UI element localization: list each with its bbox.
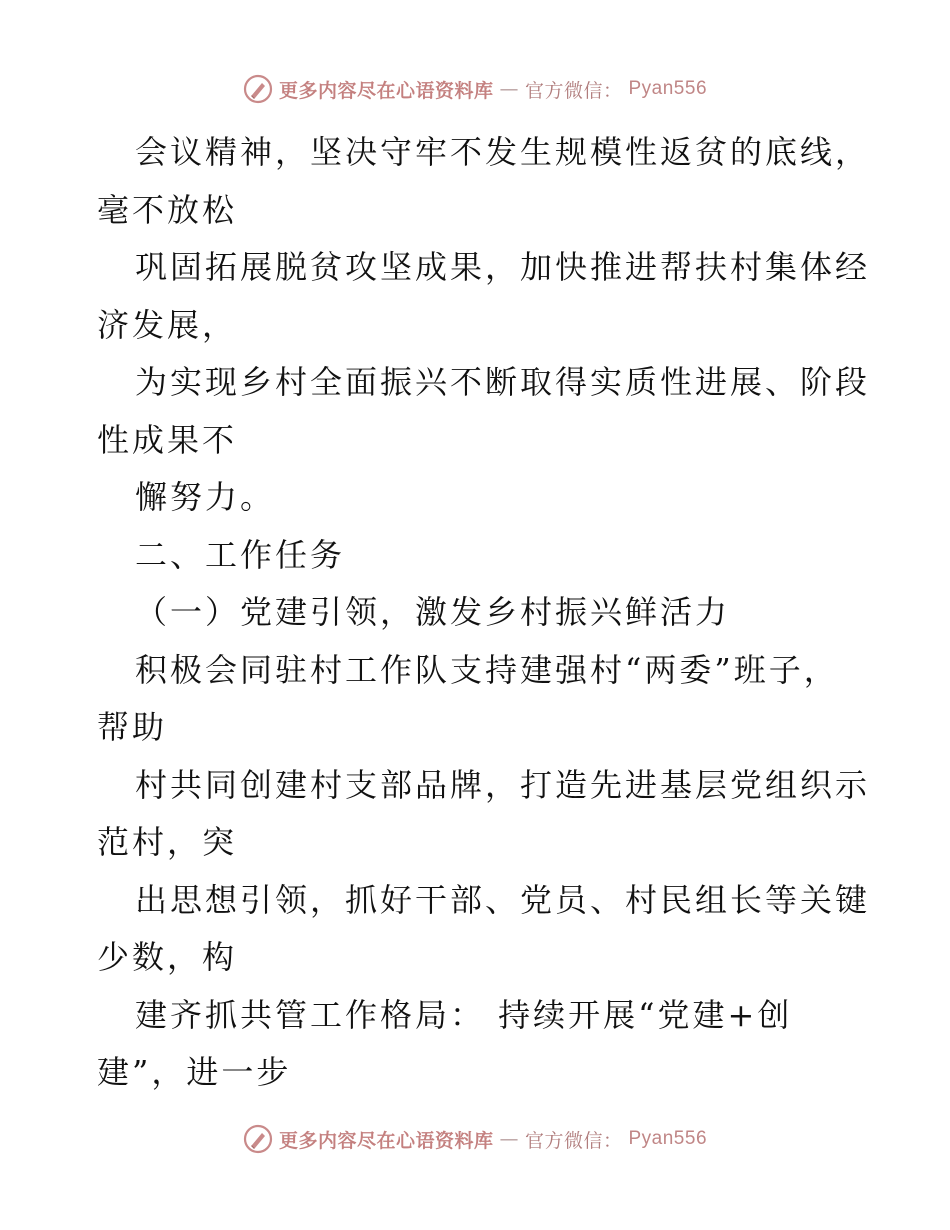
watermark-wechat-id: Pyan556 [628,78,708,99]
watermark-footer [0,1124,950,1154]
text-line: 村共同创建村支部品牌，打造先进基层党组织示 [135,765,871,804]
section-heading: 二、工作任务 [135,535,346,574]
text-line: 为实现乡村全面振兴不断取得实质性进展、阶段 [135,363,871,401]
text-line: 济发展， [97,305,238,344]
watermark-wechat-id: Pyan556 [628,1128,708,1149]
text-line: 少数，构 [97,938,238,976]
text-line: 懈努力。 [135,478,276,516]
text-line: 性成果不 [97,420,238,459]
text-line: 建齐抓共管工作格局： 持续开展“党建+创 [135,995,793,1034]
text-line: 巩固拓展脱贫攻坚成果，加快推进帮扶村集体经 [135,248,871,286]
document-body [97,124,871,1102]
pen-logo-icon [243,74,273,104]
watermark-header [0,74,950,104]
subsection-heading: （一）党建引领，激发乡村振兴鲜活力 [135,593,731,631]
watermark-main-text: 更多内容尽在心语资料库 [278,79,494,102]
watermark-dash: — [499,1128,519,1150]
text-line: 会议精神，坚决守牢不发生规模性返贫的底线， [135,133,871,171]
text-line: 毫不放松 [97,190,238,229]
pen-logo-icon [243,1124,273,1154]
text-line: 出思想引领，抓好干部、党员、村民组长等关键 [135,880,871,919]
watermark-main-text: 更多内容尽在心语资料库 [278,1129,494,1152]
watermark-sub-text: 官方微信： [524,1129,623,1152]
watermark-dash: — [499,78,519,100]
watermark-sub-text: 官方微信： [524,79,623,102]
text-line: 积极会同驻村工作队支持建强村“两委”班子， [135,650,839,689]
text-line: 范村，突 [97,823,238,861]
text-line: 建”，进一步 [97,1053,292,1091]
text-line: 帮助 [97,708,168,746]
